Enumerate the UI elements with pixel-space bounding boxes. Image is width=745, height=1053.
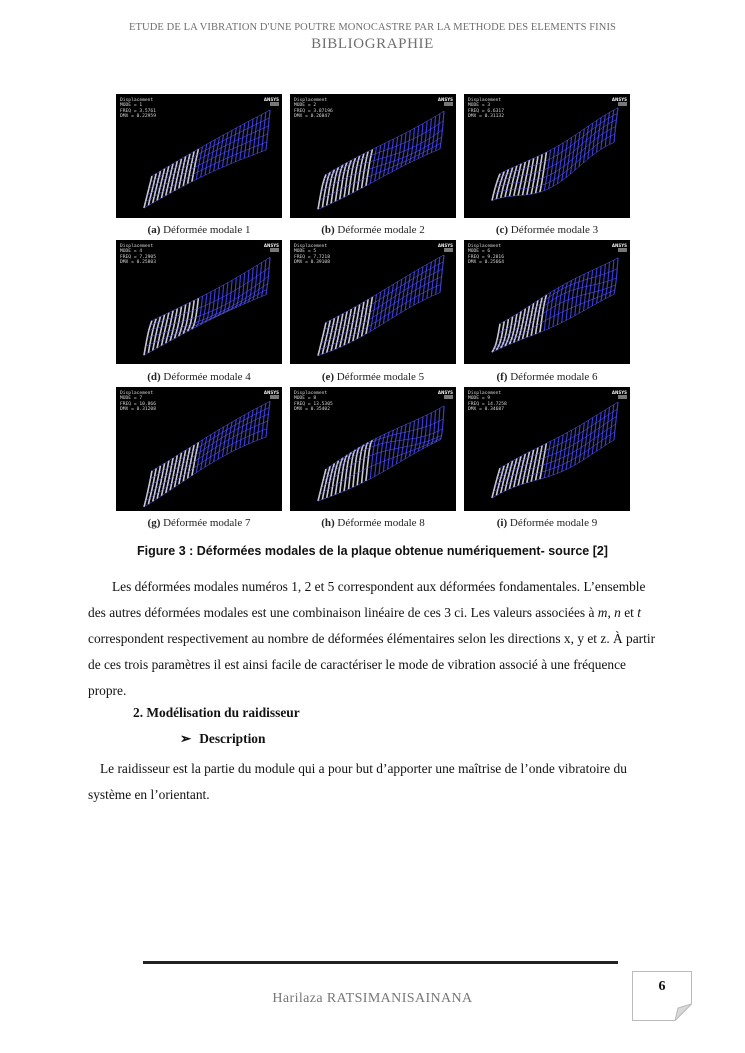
ansys-logo: [437, 97, 453, 107]
mode-info-label: Displacement: [120, 244, 154, 249]
ansys-logo: [263, 97, 279, 107]
mode-info-freq: FREQ = 14.7258: [468, 401, 507, 407]
italic-variable: m: [597, 605, 608, 620]
mode-info-dmx: DMX = 0.22959: [120, 114, 156, 120]
mode-info: [294, 244, 330, 266]
page-number-box: [632, 971, 692, 1021]
subfigure-caption: [464, 517, 630, 529]
mode-info-mode: MODE = 9: [468, 396, 491, 402]
mode-info-label: Displacement: [468, 98, 502, 103]
mode-info-mode: MODE = 4: [120, 249, 143, 255]
subfigure-text: Déformée modale 5: [336, 371, 425, 383]
ansys-logo: [611, 97, 627, 107]
subfigure-text: Déformée modale 3: [510, 224, 599, 236]
subfigure-caption: [290, 224, 456, 236]
subfigure-text: Déformée modale 8: [337, 517, 425, 529]
subfigure-text: Déformée modale 7: [163, 517, 251, 529]
mode-info-dmx: DMX = 0.39108: [294, 260, 330, 266]
mode-info-label: Displacement: [294, 244, 328, 249]
mode-info-label: Displacement: [294, 98, 328, 103]
subfigure-letter: (h): [321, 517, 335, 529]
mode-info: [468, 244, 504, 266]
italic-variable: t: [637, 605, 641, 620]
subfigure-letter: (d): [147, 371, 161, 383]
mode-info: [294, 391, 333, 413]
mode-info-mode: MODE = 7: [120, 396, 143, 402]
mode-info: [294, 98, 333, 120]
page-number: 6: [658, 979, 666, 994]
mode-info: [120, 391, 156, 413]
mode-info-freq: FREQ = 7.2905: [120, 254, 156, 260]
mode-shape-image: [116, 387, 282, 511]
ansys-logo-text: ANSYS: [611, 243, 627, 248]
subsection-heading-text: Description: [199, 731, 266, 746]
section-title: BIBLIOGRAPHIE: [311, 36, 434, 52]
subfigure-caption: [290, 371, 456, 383]
mode-info-label: Displacement: [120, 98, 154, 103]
ansys-logo-text: ANSYS: [437, 243, 453, 248]
ansys-logo-text: ANSYS: [263, 243, 279, 248]
mode-info-dmx: DMX = 0.25664: [468, 260, 504, 266]
mode-shape-image: [290, 240, 456, 364]
mode-info-label: Displacement: [294, 391, 328, 396]
mode-shape-image: [290, 94, 456, 218]
mode-info-dmx: DMX = 0.35402: [294, 407, 330, 413]
ansys-logo-text: ANSYS: [437, 390, 453, 395]
mode-info: [120, 244, 156, 266]
ansys-logo: [263, 243, 279, 253]
ansys-logo: [437, 390, 453, 400]
mode-info-dmx: DMX = 0.26847: [294, 114, 330, 120]
subfigure-letter: (g): [147, 517, 161, 529]
section-heading: 2. Modélisation du raidisseur: [133, 705, 300, 720]
body-paragraph-2-text: Le raidisseur est la partie du module qui a pour but d’apporter une maîtrise de l’onde vibratoire du système en l’orientant.: [88, 761, 627, 802]
subfigure-letter: (i): [496, 517, 508, 529]
mode-info: [468, 98, 504, 120]
mode-info-freq: FREQ = 10.866: [120, 401, 156, 407]
mode-info-mode: MODE = 5: [294, 249, 317, 255]
ansys-logo-text: ANSYS: [263, 390, 279, 395]
mode-info-freq: FREQ = 7.7218: [294, 254, 330, 260]
subfigure-caption: [116, 517, 282, 529]
mode-info-mode: MODE = 6: [468, 249, 491, 255]
ansys-logo-text: ANSYS: [611, 97, 627, 102]
mode-info-mode: MODE = 1: [120, 103, 143, 109]
paragraph-text: ,: [607, 605, 615, 620]
subfigure-caption: [116, 371, 282, 383]
subfigure-letter: (b): [321, 224, 335, 236]
mode-shape-image: [290, 387, 456, 511]
running-header: ETUDE DE LA VIBRATION D'UNE POUTRE MONOCASTRE PAR LA METHODE DES ELEMENTS FINIS: [129, 22, 616, 33]
mode-info-label: Displacement: [468, 391, 502, 396]
mode-shape-image: [116, 94, 282, 218]
subfigure-text: Déformée modale 2: [337, 224, 425, 236]
mode-info-mode: MODE = 2: [294, 103, 317, 109]
body-paragraph-2: [88, 756, 660, 808]
body-paragraph: [88, 574, 660, 704]
subfigure-text: Déformée modale 6: [510, 371, 598, 383]
mode-info-freq: FREQ = 3.5761: [120, 108, 156, 114]
figure-caption: Figure 3 : Déformées modales de la plaque obtenue numériquement- source [2]: [137, 544, 608, 558]
mode-shape-image: [464, 240, 630, 364]
italic-variable: n: [614, 605, 621, 620]
mode-info-freq: FREQ = 9.2816: [468, 254, 504, 260]
subfigure-letter: (a): [147, 224, 161, 236]
ansys-logo: [611, 390, 627, 400]
subfigure-text: Déformée modale 1: [163, 224, 251, 236]
mode-info-freq: FREQ = 6.6317: [468, 108, 504, 114]
ansys-logo: [611, 243, 627, 253]
ansys-logo: [437, 243, 453, 253]
paragraph-text: correspondent respectivement au nombre de déformées élémentaires selon les directions x, y et z. À partir de ces trois paramètres il est ainsi facile de caractériser le mode de vibration associé à une fréquence propre.: [88, 631, 656, 698]
footer-author: Harilaza RATSIMANISAINANA: [272, 991, 473, 1006]
subfigure-caption: [290, 517, 456, 529]
mode-shape-image: [116, 240, 282, 364]
ansys-logo-text: ANSYS: [437, 97, 453, 102]
subfigure-text: Déformée modale 4: [163, 371, 251, 383]
subfigure-letter: (e): [321, 371, 335, 383]
mode-info-dmx: DMX = 0.31132: [468, 114, 504, 120]
subfigure-caption: [464, 224, 630, 236]
paragraph-text: Les déformées modales numéros 1, 2 et 5 correspondent aux déformées fondamentales. L’ensemble des autres déformées modales est une combinaison linéaire de ces 3 ci. Les valeurs associées à: [88, 579, 646, 620]
paragraph-text: et: [620, 605, 638, 620]
ansys-logo-text: ANSYS: [263, 97, 279, 102]
footer-rule: [143, 961, 618, 964]
mode-info-freq: FREQ = 13.5305: [294, 401, 333, 407]
arrow-bullet-icon: ➢: [180, 731, 192, 746]
mode-info-mode: MODE = 3: [468, 103, 491, 109]
mode-shape-image: [464, 387, 630, 511]
ansys-logo: [263, 390, 279, 400]
mode-info-label: Displacement: [468, 244, 502, 249]
mode-info-freq: FREQ = 3.87196: [294, 108, 333, 114]
mode-info: [468, 391, 507, 413]
mode-info-dmx: DMX = 0.25803: [120, 260, 156, 266]
subfigure-caption: [464, 371, 630, 383]
mode-info: [120, 98, 156, 120]
mode-info-dmx: DMX = 0.34687: [468, 407, 504, 413]
subfigure-text: Déformée modale 9: [509, 517, 598, 529]
mode-info-label: Displacement: [120, 391, 154, 396]
mode-info-dmx: DMX = 0.31208: [120, 407, 156, 413]
ansys-logo-text: ANSYS: [611, 390, 627, 395]
subfigure-letter: (f): [496, 371, 508, 383]
subfigure-letter: (c): [495, 224, 509, 236]
mode-info-mode: MODE = 8: [294, 396, 317, 402]
subfigure-caption: [116, 224, 282, 236]
subsection-heading: [180, 731, 265, 747]
mode-shape-image: [464, 94, 630, 218]
